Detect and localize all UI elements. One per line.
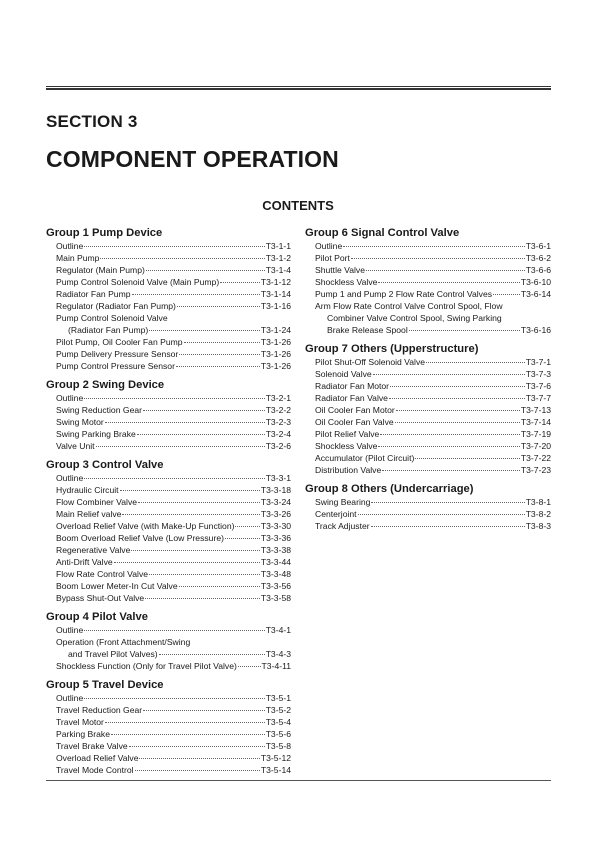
- dot-leader: [138, 502, 260, 503]
- dot-leader: [389, 398, 525, 399]
- dot-leader: [100, 258, 264, 259]
- toc-entry-flow-rate-control-valve[interactable]: [56, 568, 291, 580]
- dot-leader: [145, 598, 260, 599]
- toc-entry-title: Outline: [315, 241, 343, 251]
- contents-heading: CONTENTS: [262, 198, 334, 213]
- toc-entry-bypass-shut-out-valve[interactable]: [56, 592, 291, 604]
- toc-entry-travel-mode-control[interactable]: [56, 764, 291, 776]
- toc-entry-travel-brake-valve[interactable]: [56, 740, 291, 752]
- toc-entry-track-adjuster[interactable]: [315, 520, 551, 532]
- toc-entry-page: T3-7-19: [520, 429, 551, 439]
- toc-entry-regulator-main-pump[interactable]: [56, 264, 291, 276]
- toc-entry-shockless-valve[interactable]: [315, 276, 551, 288]
- toc-entry-shuttle-valve[interactable]: [315, 264, 551, 276]
- toc-entry-valve-unit[interactable]: [56, 440, 291, 452]
- toc-entry-title: Boom Overload Relief Valve (Low Pressure): [56, 533, 224, 543]
- toc-entry-title: Shockless Valve: [315, 277, 378, 287]
- dot-leader: [114, 562, 260, 563]
- toc-entry-page: T3-3-48: [260, 569, 291, 579]
- toc-entry-regenerative-valve[interactable]: [56, 544, 291, 556]
- toc-group-title[interactable]: Group 7 Others (Upperstructure): [305, 343, 479, 355]
- dot-leader: [84, 398, 264, 399]
- toc-entry-title: Pilot Relief Valve: [315, 429, 380, 439]
- toc-entry-list: [315, 356, 551, 476]
- toc-entry-shockless-valve[interactable]: [315, 440, 551, 452]
- toc-entry-pump-delivery-pressure-sensor[interactable]: [56, 348, 291, 360]
- toc-entry-title: Pump Delivery Pressure Sensor: [56, 349, 179, 359]
- toc-entry-outline[interactable]: [315, 240, 551, 252]
- toc-entry-list: [56, 392, 291, 452]
- toc-entry-page: T3-8-1: [525, 497, 551, 507]
- toc-entry-pilot-relief-valve[interactable]: [315, 428, 551, 440]
- toc-entry-title: Swing Parking Brake: [56, 429, 136, 439]
- dot-leader: [235, 526, 259, 527]
- dot-leader: [390, 386, 525, 387]
- toc-entry-title: Overload Relief Valve: [56, 753, 139, 763]
- toc-entry-solenoid-valve[interactable]: [315, 368, 551, 380]
- toc-entry-page: T3-3-38: [260, 545, 291, 555]
- toc-entry-title: Outline: [56, 625, 84, 635]
- toc-group-title[interactable]: Group 1 Pump Device: [46, 227, 163, 239]
- dot-leader: [371, 526, 525, 527]
- toc-entry-page: T3-8-2: [525, 509, 551, 519]
- toc-entry-title: Travel Motor: [56, 717, 104, 727]
- toc-entry-title: Pump 1 and Pump 2 Flow Rate Control Valves: [315, 289, 493, 299]
- section-title: COMPONENT OPERATION: [46, 146, 339, 172]
- dot-leader: [139, 758, 259, 759]
- dot-leader: [132, 294, 260, 295]
- top-rule: [46, 86, 551, 90]
- toc-entry-distribution-valve[interactable]: [315, 464, 551, 476]
- dot-leader: [146, 270, 265, 271]
- toc-entry-page: T3-7-23: [520, 465, 551, 475]
- dot-leader: [378, 446, 519, 447]
- dot-leader: [84, 246, 264, 247]
- toc-entry-main-pump[interactable]: [56, 252, 291, 264]
- dot-leader: [371, 502, 524, 503]
- toc-entry-page: T3-5-1: [265, 693, 291, 703]
- dot-leader: [149, 330, 260, 331]
- toc-entry-page: T3-1-26: [260, 361, 291, 371]
- dot-leader: [225, 538, 260, 539]
- toc-group-3: [46, 458, 291, 604]
- toc-entry-list: [56, 240, 291, 372]
- toc-entry-accumulator-pilot-circuit[interactable]: [315, 452, 551, 464]
- toc-entry-overload-relief-valve-with-make-up-function[interactable]: [56, 520, 291, 532]
- toc-entry-title: Swing Reduction Gear: [56, 405, 142, 415]
- toc-entry-list: [56, 692, 291, 776]
- toc-entry-page: T3-6-14: [520, 289, 551, 299]
- toc-entry-page: T3-5-14: [260, 765, 291, 775]
- dot-leader: [415, 458, 520, 459]
- toc-entry-operation-front-attachment-swing-line1[interactable]: Operation (Front Attachment/Swing: [56, 637, 191, 647]
- toc-entry-swing-reduction-gear[interactable]: [56, 404, 291, 416]
- dot-leader: [373, 374, 525, 375]
- toc-entry-list: [315, 240, 551, 336]
- toc-entry-list: [56, 472, 291, 604]
- toc-entry-oil-cooler-fan-motor[interactable]: [315, 404, 551, 416]
- toc-entry-page: T3-4-1: [265, 625, 291, 635]
- toc-entry-page: T3-2-4: [265, 429, 291, 439]
- toc-entry-radiator-fan-valve[interactable]: [315, 392, 551, 404]
- dot-leader: [238, 666, 261, 667]
- toc-entry-travel-reduction-gear[interactable]: [56, 704, 291, 716]
- toc-entry-overload-relief-valve[interactable]: [56, 752, 291, 764]
- toc-entry-page: T3-7-22: [520, 453, 551, 463]
- toc-entry-pump-1-and-pump-2-flow-rate-control-valves[interactable]: [315, 288, 551, 300]
- toc-entry-title: Solenoid Valve: [315, 369, 372, 379]
- toc-entry-outline[interactable]: [56, 392, 291, 404]
- toc-entry-title: Valve Unit: [56, 441, 95, 451]
- toc-entry-page: T3-2-6: [265, 441, 291, 451]
- toc-entry-travel-motor[interactable]: [56, 716, 291, 728]
- toc-group-title[interactable]: Group 3 Control Valve: [46, 459, 164, 471]
- toc-entry-title: Boom Lower Meter-In Cut Valve: [56, 581, 178, 591]
- toc-entry-page: T3-8-3: [525, 521, 551, 531]
- dot-leader: [351, 258, 525, 259]
- dot-leader: [177, 306, 260, 307]
- toc-entry-title: Outline: [56, 473, 84, 483]
- toc-entry-title: Anti-Drift Valve: [56, 557, 113, 567]
- dot-leader: [378, 282, 519, 283]
- dot-leader: [149, 574, 260, 575]
- dot-leader: [493, 294, 520, 295]
- dot-leader: [96, 446, 265, 447]
- toc-entry-page: T3-7-3: [525, 369, 551, 379]
- toc-entry-boom-lower-meter-in-cut-valve[interactable]: [56, 580, 291, 592]
- dot-leader: [159, 654, 265, 655]
- section-label: SECTION 3: [46, 112, 138, 131]
- toc-entry-page: T3-5-2: [265, 705, 291, 715]
- toc-group-7: [305, 342, 551, 476]
- toc-entry-parking-brake[interactable]: [56, 728, 291, 740]
- toc-entry-page: T3-3-18: [260, 485, 291, 495]
- toc-entry-arm-flow-rate-control-valve-control-spool-flow-line1[interactable]: Arm Flow Rate Control Valve Control Spool, Flow: [315, 301, 503, 311]
- toc-entry-title: Swing Motor: [56, 417, 104, 427]
- toc-group-2: [46, 378, 291, 452]
- dot-leader: [366, 270, 525, 271]
- toc-entry-page: T3-6-10: [520, 277, 551, 287]
- toc-entry-title: Bypass Shut-Out Valve: [56, 593, 145, 603]
- toc-entry-title: Shockless Function (Only for Travel Pilot Valve): [56, 661, 237, 671]
- dot-leader: [343, 246, 524, 247]
- toc-entry-page: T3-6-2: [525, 253, 551, 263]
- dot-leader: [176, 366, 260, 367]
- toc-entry-page: T3-1-16: [260, 301, 291, 311]
- toc-entry-page: T3-7-13: [520, 405, 551, 415]
- toc-entry-title: Centerjoint: [315, 509, 357, 519]
- dot-leader: [426, 362, 525, 363]
- toc-entry-title: Main Relief valve: [56, 509, 122, 519]
- toc-entry-page: T3-7-7: [525, 393, 551, 403]
- toc-entry-swing-motor[interactable]: [56, 416, 291, 428]
- toc-entry-title: Radiator Fan Pump: [56, 289, 131, 299]
- toc-group-title[interactable]: Group 6 Signal Control Valve: [305, 227, 460, 239]
- toc-group-title[interactable]: Group 8 Others (Undercarriage): [305, 483, 474, 495]
- dot-leader: [129, 746, 265, 747]
- toc-entry-title: Pump Control Pressure Sensor: [56, 361, 175, 371]
- dot-leader: [131, 550, 260, 551]
- dot-leader: [105, 722, 265, 723]
- dot-leader: [111, 734, 265, 735]
- toc-entry-page: T3-6-1: [525, 241, 551, 251]
- toc-entry-radiator-fan-pump[interactable]: [56, 288, 291, 300]
- dot-leader: [122, 514, 259, 515]
- toc-entry-page: T3-5-12: [260, 753, 291, 763]
- toc-entry-title: Pilot Port: [315, 253, 350, 263]
- dot-leader: [395, 422, 520, 423]
- toc-entry-main-relief-valve[interactable]: [56, 508, 291, 520]
- dot-leader: [84, 478, 264, 479]
- toc-entry-title: Regulator (Main Pump): [56, 265, 145, 275]
- toc-entry-title: Regulator (Radiator Fan Pump): [56, 301, 176, 311]
- dot-leader: [143, 710, 265, 711]
- dot-leader: [179, 586, 260, 587]
- toc-entry-page: T3-2-2: [265, 405, 291, 415]
- toc-entry-anti-drift-valve[interactable]: [56, 556, 291, 568]
- toc-entry-pilot-pump-oil-cooler-fan-pump[interactable]: [56, 336, 291, 348]
- dot-leader: [135, 770, 260, 771]
- toc-entry-title: Brake Release Spool: [327, 325, 408, 335]
- dot-leader: [380, 434, 520, 435]
- toc-entry-page: T3-3-58: [260, 593, 291, 603]
- toc-entry-operation-front-attachment-swing[interactable]: [56, 648, 291, 660]
- toc-entry-title: Travel Reduction Gear: [56, 705, 143, 715]
- toc-entry-swing-parking-brake[interactable]: [56, 428, 291, 440]
- toc-entry-title: Parking Brake: [56, 729, 110, 739]
- toc-entry-title: Flow Rate Control Valve: [56, 569, 149, 579]
- toc-entry-page: T3-6-16: [520, 325, 551, 335]
- toc-entry-page: T3-1-24: [260, 325, 291, 335]
- toc-entry-title: and Travel Pilot Valves): [68, 649, 158, 659]
- toc-entry-page: T3-1-4: [265, 265, 291, 275]
- toc-entry-title: Oil Cooler Fan Valve: [315, 417, 394, 427]
- toc-entry-title: Hydraulic Circuit: [56, 485, 119, 495]
- toc-entry-centerjoint[interactable]: [315, 508, 551, 520]
- toc-entry-oil-cooler-fan-valve[interactable]: [315, 416, 551, 428]
- dot-leader: [382, 470, 520, 471]
- toc-entry-radiator-fan-motor[interactable]: [315, 380, 551, 392]
- toc-entry-title: Shuttle Valve: [315, 265, 366, 275]
- toc-entry-regulator-radiator-fan-pump[interactable]: [56, 300, 291, 312]
- toc-group-8: [305, 482, 551, 532]
- toc-entry-title: Outline: [56, 241, 84, 251]
- toc-entry-page: T3-7-20: [520, 441, 551, 451]
- toc-entry-title: Overload Relief Valve (with Make-Up Function): [56, 521, 235, 531]
- toc-entry-page: T3-7-14: [520, 417, 551, 427]
- toc-entry-title: Pilot Pump, Oil Cooler Fan Pump: [56, 337, 183, 347]
- toc-entry-page: T3-5-6: [265, 729, 291, 739]
- toc-group-6: [305, 226, 551, 336]
- toc-entry-title: Pump Control Solenoid Valve (Main Pump): [56, 277, 220, 287]
- toc-entry-page: T3-1-1: [265, 241, 291, 251]
- toc-entry-list: [315, 496, 551, 532]
- toc-entry-arm-flow-rate-control-valve-control-spool-flow[interactable]: [315, 324, 551, 336]
- dot-leader: [220, 282, 260, 283]
- toc-entry-shockless-function-only-for-travel-pilot-valve[interactable]: [56, 660, 291, 672]
- toc-entry-boom-overload-relief-valve-low-pressure[interactable]: [56, 532, 291, 544]
- toc-entry-page: T3-4-3: [265, 649, 291, 659]
- contents-column-right: [305, 226, 551, 538]
- toc-entry-title: Outline: [56, 693, 84, 703]
- toc-group-5: [46, 678, 291, 776]
- toc-entry-pump-control-solenoid-valve-main-pump[interactable]: [56, 276, 291, 288]
- toc-entry-title: Radiator Fan Valve: [315, 393, 388, 403]
- bottom-rule: [46, 780, 551, 781]
- toc-entry-hydraulic-circuit[interactable]: [56, 484, 291, 496]
- toc-entry-title: Distribution Valve: [315, 465, 382, 475]
- toc-entry-pilot-shut-off-solenoid-valve[interactable]: [315, 356, 551, 368]
- dot-leader: [409, 330, 520, 331]
- dot-leader: [84, 698, 264, 699]
- dot-leader: [396, 410, 520, 411]
- toc-entry-title: (Radiator Fan Pump): [68, 325, 149, 335]
- toc-entry-title: Flow Combiner Valve: [56, 497, 138, 507]
- toc-entry-title: Swing Bearing: [315, 497, 371, 507]
- dot-leader: [184, 342, 260, 343]
- toc-entry-page: T3-3-1: [265, 473, 291, 483]
- toc-entry-list: [56, 624, 291, 672]
- toc-entry-title: Travel Mode Control: [56, 765, 134, 775]
- toc-entry-pump-control-solenoid-valve[interactable]: [56, 324, 291, 336]
- contents-column-left: [46, 226, 291, 782]
- toc-entry-page: T3-3-44: [260, 557, 291, 567]
- toc-entry-page: T3-6-6: [525, 265, 551, 275]
- toc-entry-pilot-port[interactable]: [315, 252, 551, 264]
- toc-entry-outline[interactable]: [56, 624, 291, 636]
- toc-entry-pump-control-pressure-sensor[interactable]: [56, 360, 291, 372]
- toc-entry-page: T3-1-26: [260, 337, 291, 347]
- toc-entry-page: T3-1-12: [260, 277, 291, 287]
- toc-entry-title: Travel Brake Valve: [56, 741, 128, 751]
- toc-entry-page: T3-3-26: [260, 509, 291, 519]
- toc-entry-title: Outline: [56, 393, 84, 403]
- toc-entry-swing-bearing[interactable]: [315, 496, 551, 508]
- toc-entry-page: T3-2-1: [265, 393, 291, 403]
- dot-leader: [143, 410, 265, 411]
- toc-group-title[interactable]: Group 4 Pilot Valve: [46, 611, 148, 623]
- toc-entry-page: T3-1-2: [265, 253, 291, 263]
- toc-entry-title: Shockless Valve: [315, 441, 378, 451]
- toc-entry-title: Regenerative Valve: [56, 545, 131, 555]
- toc-entry-pump-control-solenoid-valve-line1[interactable]: Pump Control Solenoid Valve: [56, 313, 168, 323]
- toc-entry-arm-flow-rate-control-valve-control-spool-flow-line2[interactable]: Combiner Valve Control Spool, Swing Parking: [327, 313, 502, 323]
- dot-leader: [84, 630, 264, 631]
- toc-entry-page: T3-7-1: [525, 357, 551, 367]
- toc-entry-page: T3-5-8: [265, 741, 291, 751]
- toc-entry-outline[interactable]: [56, 240, 291, 252]
- toc-group-title[interactable]: Group 2 Swing Device: [46, 379, 165, 391]
- toc-entry-page: T3-3-36: [260, 533, 291, 543]
- toc-entry-page: T3-2-3: [265, 417, 291, 427]
- toc-entry-page: T3-3-24: [260, 497, 291, 507]
- toc-entry-page: T3-1-26: [260, 349, 291, 359]
- toc-group-title[interactable]: Group 5 Travel Device: [46, 679, 164, 691]
- toc-entry-title: Pilot Shut-Off Solenoid Valve: [315, 357, 426, 367]
- toc-entry-title: Main Pump: [56, 253, 100, 263]
- dot-leader: [179, 354, 260, 355]
- dot-leader: [105, 422, 265, 423]
- toc-entry-title: Accumulator (Pilot Circuit): [315, 453, 415, 463]
- dot-leader: [358, 514, 525, 515]
- toc-entry-page: T3-5-4: [265, 717, 291, 727]
- toc-entry-page: T3-3-30: [260, 521, 291, 531]
- toc-entry-flow-combiner-valve[interactable]: [56, 496, 291, 508]
- toc-entry-page: T3-4-11: [261, 661, 291, 671]
- toc-group-4: [46, 610, 291, 672]
- toc-entry-title: Track Adjuster: [315, 521, 370, 531]
- toc-entry-page: T3-3-56: [260, 581, 291, 591]
- toc-entry-page: T3-7-6: [525, 381, 551, 391]
- toc-entry-title: Oil Cooler Fan Motor: [315, 405, 395, 415]
- toc-group-1: [46, 226, 291, 372]
- dot-leader: [137, 434, 265, 435]
- toc-entry-outline[interactable]: [56, 472, 291, 484]
- toc-entry-page: T3-1-14: [260, 289, 291, 299]
- toc-entry-title: Radiator Fan Motor: [315, 381, 390, 391]
- dot-leader: [120, 490, 260, 491]
- toc-entry-outline[interactable]: [56, 692, 291, 704]
